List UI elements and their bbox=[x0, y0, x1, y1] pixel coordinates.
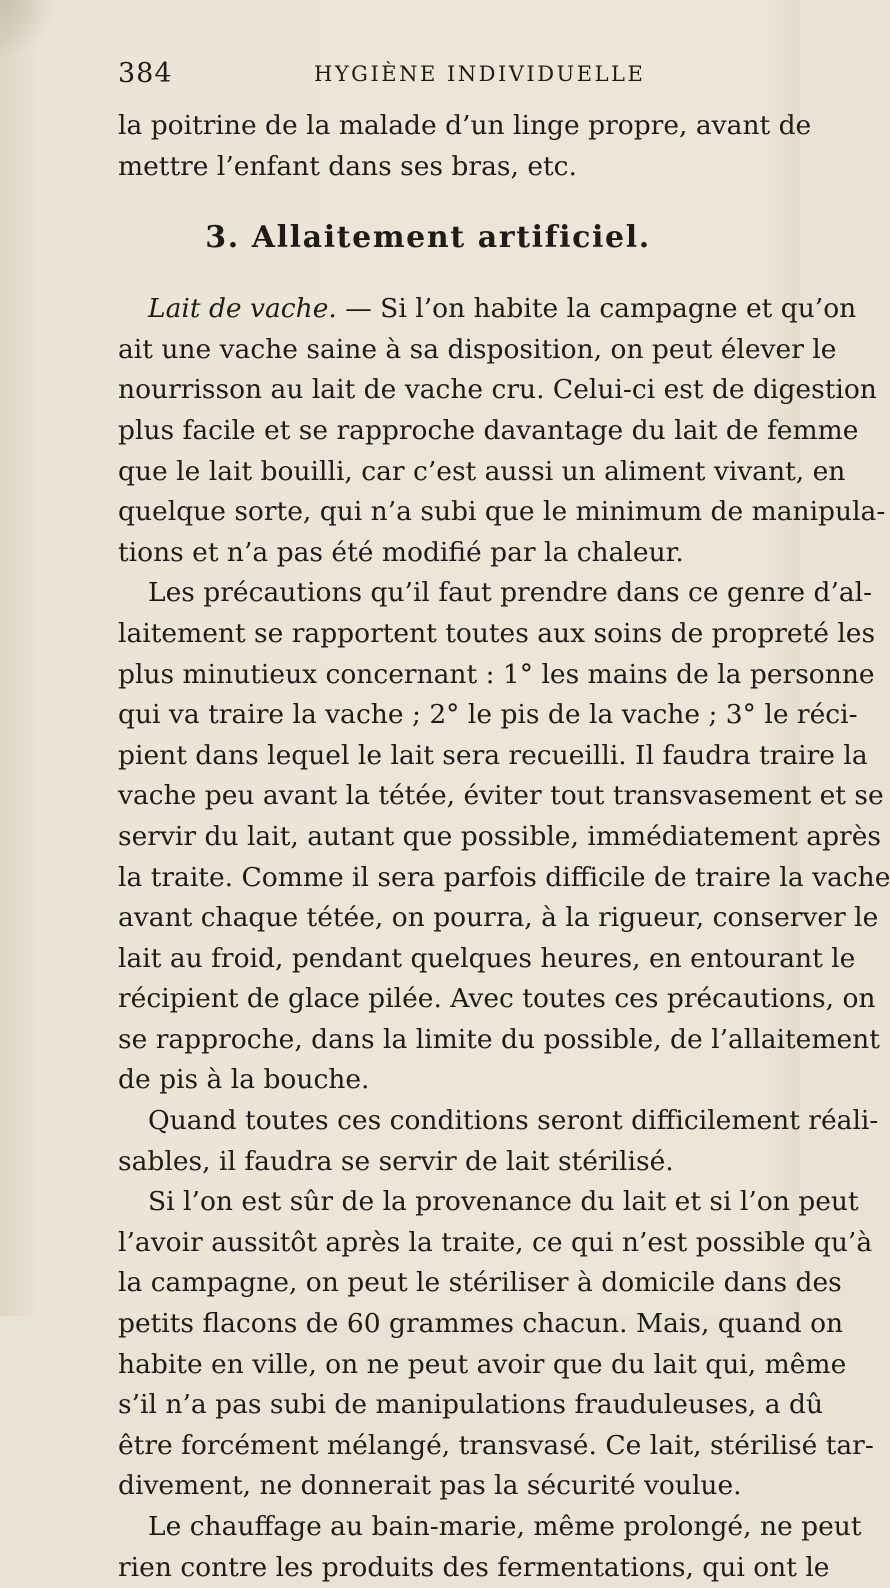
text-line: divement, ne donnerait pas la sécurité voulue. bbox=[118, 1470, 742, 1502]
running-head: HYGIÈNE INDIVIDUELLE bbox=[314, 62, 646, 86]
section-heading: 3. Allaitement artificiel. bbox=[205, 220, 651, 256]
text-line: servir du lait, autant que possible, immédiatement après bbox=[118, 820, 881, 852]
text-line: la poitrine de la malade d’un linge propre, avant de bbox=[118, 110, 812, 141]
text-line: être forcément mélangé, transvasé. Ce lait, stérilisé tar- bbox=[118, 1429, 874, 1461]
text-line: s’il n’a pas subi de manipulations frauduleuses, a dû bbox=[118, 1389, 824, 1421]
text-line: ait une vache saine à sa disposition, on peut élever le bbox=[118, 333, 837, 365]
text-line: quelque sorte, qui n’a subi que le minimum de manipula- bbox=[118, 496, 886, 528]
text-line: petits flacons de 60 grammes chacun. Mais, quand on bbox=[118, 1308, 844, 1340]
page-number: 384 bbox=[118, 58, 173, 89]
text-line: pient dans lequel le lait sera recueilli. Il faudra traire la bbox=[118, 739, 868, 771]
text-line: sables, il faudra se servir de lait stérilisé. bbox=[118, 1145, 674, 1177]
text-line: Si l’on est sûr de la provenance du lait et si l’on peut bbox=[148, 1186, 859, 1218]
text-line: Le chauffage au bain-marie, même prolongé, ne peut bbox=[148, 1511, 862, 1542]
text-line: laitement se rapportent toutes aux soins de propreté les bbox=[118, 617, 876, 649]
text-line: mettre l’enfant dans ses bras, etc. bbox=[118, 150, 577, 182]
text-line: avant chaque tétée, on pourra, à la rigueur, conserver le bbox=[118, 902, 879, 934]
text-line: la campagne, on peut le stériliser à domicile dans des bbox=[118, 1267, 842, 1299]
text-line: Les précautions qu’il faut prendre dans ce genre d’al- bbox=[148, 577, 873, 609]
text-line: plus facile et se rapproche davantage du lait de femme bbox=[118, 414, 859, 446]
text-line: se rapproche, dans la limite du possible, de l’allaitement bbox=[118, 1023, 880, 1055]
page-corner-shadow bbox=[0, 0, 60, 60]
text-line: nourrisson au lait de vache cru. Celui-ci est de digestion bbox=[118, 374, 877, 406]
text-line: la traite. Comme il sera parfois difficile de traire la vache bbox=[118, 861, 890, 893]
paragraph-lead: Lait de vache. bbox=[148, 293, 337, 325]
text-fragment: — Si l’on habite la campagne et qu’on bbox=[336, 293, 857, 325]
paragraph-lead-line bbox=[118, 289, 857, 330]
text-line: plus minutieux concernant : 1° les mains de la personne bbox=[118, 658, 875, 690]
text-line: tions et n’a pas été modifié par la chaleur. bbox=[118, 536, 684, 568]
page-body bbox=[118, 106, 890, 1588]
text-line: Quand toutes ces conditions seront difficilement réali- bbox=[148, 1105, 879, 1137]
text-line: vache peu avant la tétée, éviter tout transvasement et se bbox=[118, 780, 884, 812]
text-line: habite en ville, on ne peut avoir que du lait qui, même bbox=[118, 1348, 847, 1380]
text-line: rien contre les produits des fermentations, qui ont le bbox=[118, 1551, 830, 1583]
text-line: lait au froid, pendant quelques heures, en entourant le bbox=[118, 942, 856, 974]
text-line: que le lait bouilli, car c’est aussi un aliment vivant, en bbox=[118, 455, 846, 487]
page-header bbox=[118, 58, 738, 94]
text-line: récipient de glace pilée. Avec toutes ces précautions, on bbox=[118, 983, 876, 1015]
text-line: de pis à la bouche. bbox=[118, 1064, 370, 1096]
text-line: l’avoir aussitôt après la traite, ce qui n’est possible qu’à bbox=[118, 1226, 873, 1258]
text-line: qui va traire la vache ; 2° le pis de la vache ; 3° le réci- bbox=[118, 699, 858, 731]
